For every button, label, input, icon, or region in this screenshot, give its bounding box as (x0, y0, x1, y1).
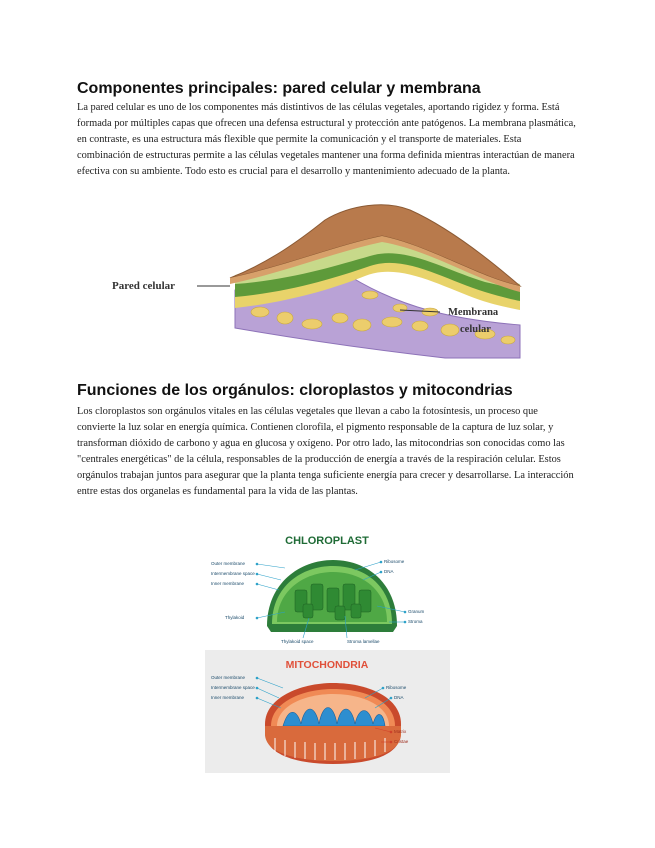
chloro-left-label-3: Thylakoid (225, 615, 245, 620)
chloro-left-label-1: Intermembrane space (211, 571, 255, 576)
chloroplast-title: CHLOROPLAST (285, 535, 369, 547)
section1-paragraph: La pared celular es uno de los componentes más distintivos de las células vegetales, aportando rigidez y forma. Está formada por múltiples capas que ofrecen una defensa estructural y protección ante patógenos. La membrana plasmática, en contraste, es una estructura más flexible que permite la comunicación y el transporte de materiales. Esta combinación de estructuras permite a las células vegetales mantener una forma definida mientras interactúan de manera efectiva con su ambiente. Todo esto es crucial para el desarrollo y mantenimiento adecuado de la planta. (77, 102, 576, 177)
chloro-right-label-0: Ribosome (384, 559, 405, 564)
membrana-label-1: Membrana (448, 307, 499, 318)
chloro-bottom-label-1: Stroma lamellae (347, 639, 380, 644)
section2-paragraph: Los cloroplastos son orgánulos vitales en las células vegetales que llevan a cabo la fotosíntesis, un proceso que convierte la luz solar en energía química. Contienen clorofila, el pigmento responsable de la captura de luz solar, y transforman dióxido de carbono y agua en glucosa y oxígeno. Por otro lado, las mitocondrias son conocidas como las "centrales energéticas" de la célula, responsables de la producción de energía a través de la respiración celular. Estos orgánulos trabajan juntos para asegurar que la planta tenga suficiente energía para crecer y desarrollarse. La interacción entre estas dos organelas es fundamental para la vida de las plantas. (77, 406, 574, 497)
mito-right-label-1: DNA (394, 695, 404, 700)
chloro-right-label-1: DNA (384, 569, 394, 574)
chloro-left-label-2: Inner membrane (211, 581, 245, 586)
section2-heading: Funciones de los orgánulos: cloroplastos y mitocondrias (77, 382, 513, 399)
chloro-left-label-0: Outer membrane (211, 561, 246, 566)
mito-right-label-0: Ribosome (386, 685, 407, 690)
chloro-bottom-label-0: Thylakoid space (281, 639, 314, 644)
pared-celular-label: Pared celular (112, 280, 176, 292)
mito-left-label-1: Intermembrane space (211, 685, 255, 690)
mitochondria-title: MITOCHONDRIA (285, 659, 369, 671)
mitochondria-diagram (265, 683, 401, 764)
mito-right-label-2: Matrix (394, 729, 407, 734)
cell-wall-figure (100, 200, 530, 362)
section1-heading: Componentes principales: pared celular y membrana (77, 80, 481, 97)
mito-left-label-2: Inner membrane (211, 695, 245, 700)
membrana-label-2: celular (460, 324, 491, 335)
mito-right-label-3: Cristae (394, 739, 409, 744)
chloro-right-label-3: Stroma (408, 619, 423, 624)
organelles-figure (205, 528, 450, 773)
chloro-right-label-2: Granum (408, 609, 425, 614)
mito-left-label-0: Outer membrane (211, 675, 246, 680)
